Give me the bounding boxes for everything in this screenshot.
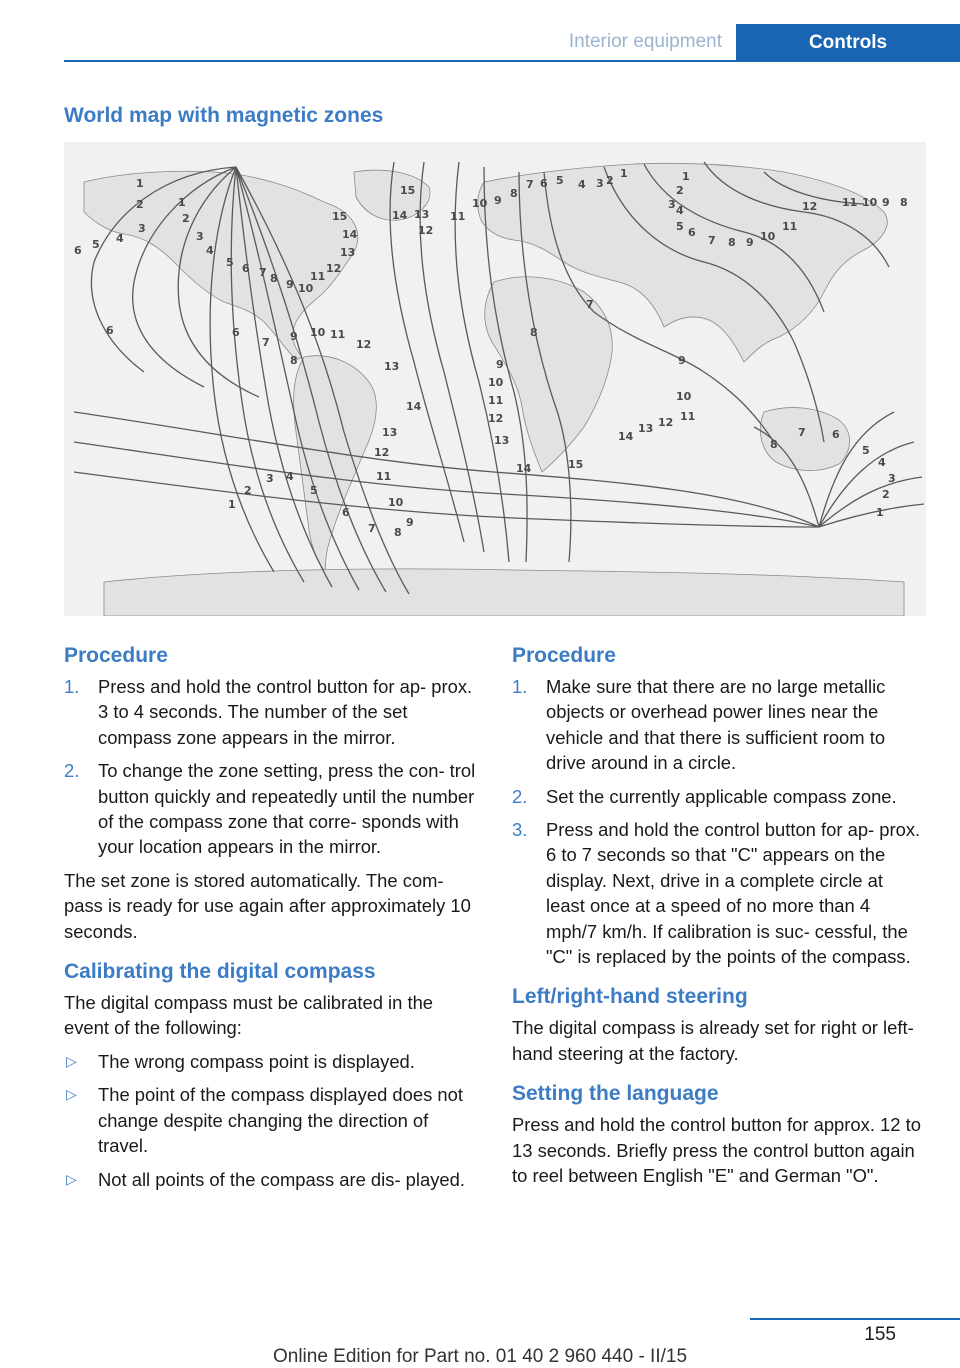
svg-text:4: 4 xyxy=(578,178,586,191)
svg-text:2: 2 xyxy=(676,184,684,197)
step-number: 1. xyxy=(512,676,528,697)
bullet-text: The wrong compass point is displayed. xyxy=(98,1050,415,1072)
svg-text:13: 13 xyxy=(414,208,430,221)
svg-text:9: 9 xyxy=(290,330,298,343)
svg-text:11: 11 xyxy=(842,196,858,209)
svg-text:14: 14 xyxy=(618,430,634,443)
svg-text:12: 12 xyxy=(488,412,504,425)
svg-text:9: 9 xyxy=(496,358,504,371)
header-chapter-tab xyxy=(736,24,960,62)
steering-paragraph: The digital compass is already set for right or left-hand steering at the factory. xyxy=(512,1017,914,1064)
svg-text:10: 10 xyxy=(676,390,692,403)
svg-text:6: 6 xyxy=(74,244,82,257)
svg-text:12: 12 xyxy=(418,224,434,237)
page-number: 155 xyxy=(864,1324,896,1345)
svg-text:13: 13 xyxy=(638,422,654,435)
procedure-steps-right xyxy=(512,674,926,969)
calibration-conditions-list xyxy=(64,1049,478,1192)
svg-text:10: 10 xyxy=(298,282,314,295)
svg-text:8: 8 xyxy=(510,187,518,200)
svg-text:9: 9 xyxy=(406,516,414,529)
continent-south-america xyxy=(294,356,377,572)
svg-text:11: 11 xyxy=(488,394,504,407)
svg-text:11: 11 xyxy=(782,220,798,233)
svg-text:9: 9 xyxy=(286,278,294,291)
svg-text:3: 3 xyxy=(196,230,204,243)
svg-text:10: 10 xyxy=(388,496,404,509)
procedure-steps-left xyxy=(64,674,478,860)
svg-text:1: 1 xyxy=(228,498,236,511)
svg-text:8: 8 xyxy=(270,272,278,285)
bullet-text: The point of the compass displayed does not change despite changing the direction of travel. xyxy=(98,1084,463,1157)
svg-text:11: 11 xyxy=(680,410,696,423)
svg-text:6: 6 xyxy=(242,262,250,275)
svg-text:7: 7 xyxy=(708,234,716,247)
svg-text:11: 11 xyxy=(376,470,392,483)
svg-text:4: 4 xyxy=(206,244,214,257)
svg-text:13: 13 xyxy=(340,246,356,259)
svg-text:9: 9 xyxy=(882,196,890,209)
svg-text:4: 4 xyxy=(878,456,886,469)
svg-text:5: 5 xyxy=(556,174,564,187)
svg-text:8: 8 xyxy=(770,438,778,451)
svg-text:12: 12 xyxy=(802,200,818,213)
svg-text:1: 1 xyxy=(620,167,628,180)
list-item xyxy=(64,1167,478,1192)
svg-text:1: 1 xyxy=(178,196,186,209)
page-footer xyxy=(0,1318,960,1367)
calibrating-intro: The digital compass must be calibrated in the event of the following: xyxy=(64,992,434,1039)
step-number: 3. xyxy=(512,819,528,841)
svg-text:11: 11 xyxy=(310,270,326,283)
svg-text:6: 6 xyxy=(342,506,350,519)
svg-text:10: 10 xyxy=(488,376,504,389)
svg-text:11: 11 xyxy=(450,210,466,223)
svg-text:7: 7 xyxy=(798,426,806,439)
svg-text:9: 9 xyxy=(494,194,502,207)
svg-text:5: 5 xyxy=(226,256,234,269)
step-number: 1. xyxy=(64,676,80,697)
list-item xyxy=(512,817,926,969)
svg-text:1: 1 xyxy=(136,177,144,190)
list-item xyxy=(64,674,478,750)
list-item xyxy=(64,1049,478,1074)
step-number: 2. xyxy=(512,785,528,807)
svg-text:4: 4 xyxy=(116,232,124,245)
left-column xyxy=(64,642,478,1200)
svg-text:15: 15 xyxy=(400,184,416,197)
svg-text:6: 6 xyxy=(688,226,696,239)
svg-text:12: 12 xyxy=(356,338,372,351)
svg-text:2: 2 xyxy=(182,212,190,225)
svg-text:8: 8 xyxy=(530,326,538,339)
step-text: Press and hold the control button for ap‐ prox. 3 to 4 seconds. The number of the set compass zone appears in the mirror. xyxy=(98,676,473,748)
edition-note: Online Edition for Part no. 01 40 2 960 440 - II/15 xyxy=(272,1346,688,1367)
svg-text:12: 12 xyxy=(658,416,674,429)
svg-text:1: 1 xyxy=(682,170,690,183)
header-chapter-label: Controls xyxy=(808,32,888,53)
svg-text:3: 3 xyxy=(668,198,676,211)
svg-text:13: 13 xyxy=(382,426,398,439)
calibrating-heading: Calibrating the digital compass xyxy=(64,960,376,984)
procedure-heading-right: Procedure xyxy=(512,644,616,667)
steering-heading: Left/right-hand steering xyxy=(512,985,748,1009)
bullet-text: Not all points of the compass are dis‐ played. xyxy=(98,1168,465,1190)
svg-text:12: 12 xyxy=(374,446,390,459)
svg-text:3: 3 xyxy=(138,222,146,235)
svg-text:9: 9 xyxy=(746,236,754,249)
svg-text:4: 4 xyxy=(676,204,684,217)
svg-text:6: 6 xyxy=(540,177,548,190)
world-map-illustration xyxy=(64,142,926,616)
triangle-bullet-icon: ▷ xyxy=(66,1170,77,1187)
triangle-bullet-icon: ▷ xyxy=(66,1086,77,1103)
svg-text:9: 9 xyxy=(678,354,686,367)
svg-text:7: 7 xyxy=(262,336,270,349)
svg-text:8: 8 xyxy=(394,526,402,539)
language-heading: Setting the language xyxy=(512,1082,719,1106)
svg-text:8: 8 xyxy=(728,236,736,249)
svg-text:5: 5 xyxy=(310,484,318,497)
triangle-bullet-icon: ▷ xyxy=(66,1052,77,1069)
map-title: World map with magnetic zones xyxy=(64,104,384,127)
svg-text:4: 4 xyxy=(286,470,294,483)
svg-text:7: 7 xyxy=(368,522,376,535)
svg-text:7: 7 xyxy=(259,266,267,279)
svg-text:15: 15 xyxy=(332,210,348,223)
svg-text:11: 11 xyxy=(330,328,346,341)
svg-text:15: 15 xyxy=(568,458,584,471)
svg-text:13: 13 xyxy=(384,360,400,373)
svg-text:1: 1 xyxy=(876,506,884,519)
svg-text:6: 6 xyxy=(832,428,840,441)
right-column xyxy=(512,642,926,1197)
svg-text:6: 6 xyxy=(106,324,114,337)
svg-text:8: 8 xyxy=(290,354,298,367)
svg-text:3: 3 xyxy=(888,472,896,485)
svg-text:10: 10 xyxy=(862,196,878,209)
svg-text:10: 10 xyxy=(472,197,488,210)
svg-text:2: 2 xyxy=(136,198,144,211)
svg-text:10: 10 xyxy=(310,326,326,339)
svg-text:13: 13 xyxy=(494,434,510,447)
step-text: Make sure that there are no large metallic objects or overhead power lines near the vehicle and that there is sufficient room to drive around in a circle. xyxy=(546,676,886,774)
svg-text:14: 14 xyxy=(342,228,358,241)
step-text: Set the currently applicable compass zone. xyxy=(546,785,897,807)
svg-text:7: 7 xyxy=(586,298,594,311)
svg-text:6: 6 xyxy=(232,326,240,339)
svg-text:3: 3 xyxy=(596,177,604,190)
list-item xyxy=(512,784,926,809)
page-header xyxy=(0,24,960,62)
language-paragraph: Press and hold the control button for approx. 12 to 13 seconds. Briefly press the control button again to reel between English "E" and German "O". xyxy=(512,1114,921,1187)
svg-text:2: 2 xyxy=(244,484,252,497)
zone-stored-paragraph: The set zone is stored automatically. The com‐ pass is ready for use again after approximately 10 seconds. xyxy=(64,869,471,942)
svg-text:2: 2 xyxy=(882,488,890,501)
list-item xyxy=(64,758,478,860)
svg-text:12: 12 xyxy=(326,262,342,275)
header-rule xyxy=(64,60,960,62)
step-text: Press and hold the control button for ap‐ prox. 6 to 7 seconds so that "C" appears on the display. Next, drive in a complete circle at least once at a speed of no more than 4 mph/7 km/h. If calibration is suc‐ cessful, the "C" is replaced by the points of the compass. xyxy=(546,819,921,968)
list-item xyxy=(64,1082,478,1158)
procedure-heading-left: Procedure xyxy=(64,644,168,667)
svg-text:3: 3 xyxy=(266,472,274,485)
svg-text:10: 10 xyxy=(760,230,776,243)
svg-text:14: 14 xyxy=(406,400,422,413)
footer-rule xyxy=(750,1318,960,1320)
magnetic-zone-map xyxy=(64,142,926,616)
svg-text:5: 5 xyxy=(862,444,870,457)
svg-text:5: 5 xyxy=(92,238,100,251)
svg-text:2: 2 xyxy=(606,174,614,187)
list-item xyxy=(512,674,926,776)
svg-text:14: 14 xyxy=(516,462,532,475)
svg-text:8: 8 xyxy=(900,196,908,209)
step-number: 2. xyxy=(64,760,80,782)
svg-text:14: 14 xyxy=(392,209,408,222)
svg-text:5: 5 xyxy=(676,220,684,233)
header-section-title: Interior equipment xyxy=(568,31,722,52)
step-text: To change the zone setting, press the con‐ trol button quickly and repeatedly until the number of the compass zone that corre‐ sponds with your location appears in the mirror. xyxy=(98,760,476,858)
continent-antarctica xyxy=(104,569,904,616)
svg-text:7: 7 xyxy=(526,178,534,191)
